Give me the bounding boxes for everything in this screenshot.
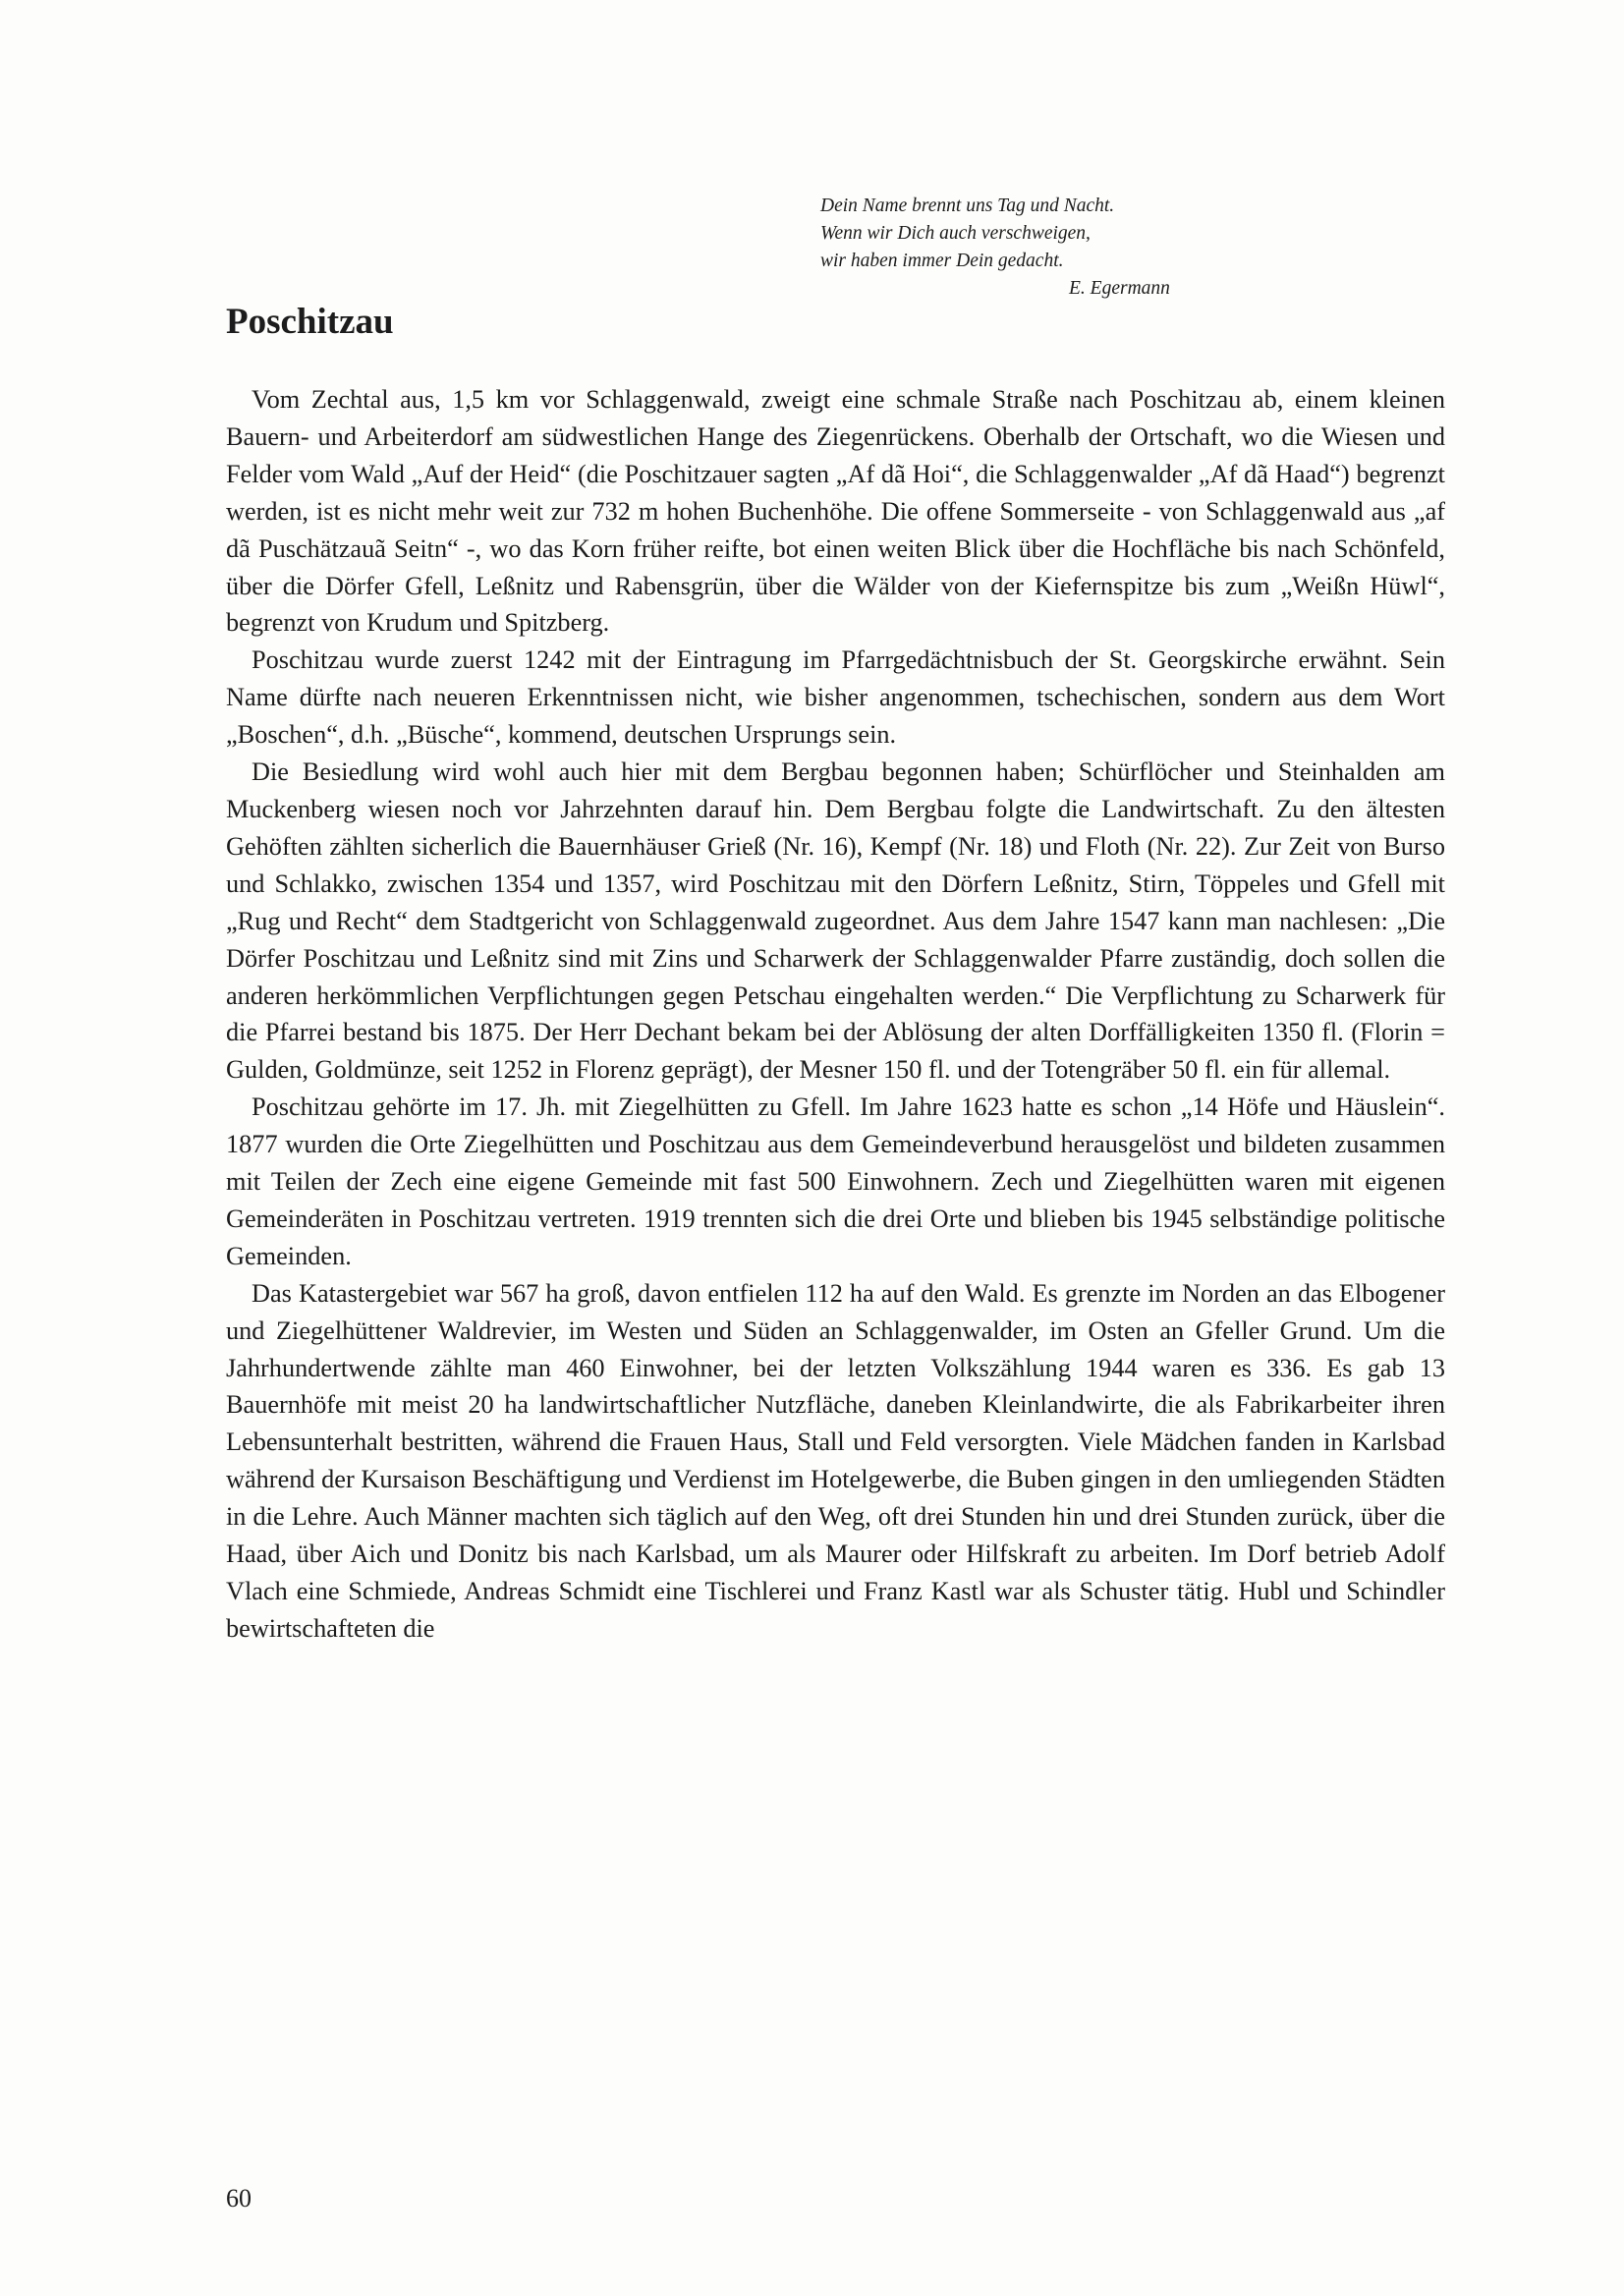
epigraph-line: Dein Name brennt uns Tag und Nacht. xyxy=(820,196,1115,216)
paragraph: Vom Zechtal aus, 1,5 km vor Schlaggenwald, zweigt eine schmale Straße nach Poschitzau ab, einem kleinen Bauern- und Arbeiterdorf am südwestlichen Hange des Ziegenrückens. Oberhalb der Ortschaft, wo die Wiesen und Felder vom Wald „Auf der Heid“ (die Poschitzauer sagten „Af dã Hoi“, die Schlaggenwalder „Af dã Haad“) begrenzt werden, ist es nicht mehr weit zur 732 m hohen Buchenhöhe. Die offene Sommerseite - von Schlaggenwald aus „af dã Puschätzauã Seitn“ -, wo das Korn früher reifte, bot einen weiten Blick über die Hochfläche bis nach Schönfeld, über die Dörfer Gfell, Leßnitz und Rabensgrün, über die Wälder von der Kiefernspitze bis zum „Weißn Hüwl“, begrenzt von Krudum und Spitzberg. xyxy=(226,385,1445,638)
epigraph-author: E. Egermann xyxy=(1069,278,1170,299)
paragraph: Die Besiedlung wird wohl auch hier mit dem Bergbau begonnen haben; Schürflöcher und Steinhalden am Muckenberg wiesen noch vor Jahrzehnten darauf hin. Dem Bergbau folgte die Landwirtschaft. Zu den ältesten Gehöften zählten sicherlich die Bauernhäuser Grieß (Nr. 16), Kempf (Nr. 18) und Floth (Nr. 22). Zur Zeit von Burso und Schlakko, zwischen 1354 und 1357, wird Poschitzau mit den Dörfern Leßnitz, Stirn, Töppeles und Gfell mit „Rug und Recht“ dem Stadtgericht von Schlaggenwald zugeordnet. Aus dem Jahre 1547 kann man nachlesen: „Die Dörfer Poschitzau und Leßnitz sind mit Zins und Scharwerk der Schlaggenwalder Pfarre zuständig, doch sollen die anderen herkömmlichen Verpflichtungen gegen Petschau eingehalten werden.“ Die Verpflichtung zu Scharwerk für die Pfarrei bestand bis 1875. Der Herr Dechant bekam bei der Ablösung der alten Dorffälligkeiten 1350 fl. (Florin = Gulden, Goldmünze, seit 1252 in Florenz geprägt), der Mesner 150 fl. und der Totengräber 50 fl. ein für allemal. xyxy=(226,757,1445,1085)
paragraph: Poschitzau wurde zuerst 1242 mit der Eintragung im Pfarrgedächtnisbuch der St. Georgskirche erwähnt. Sein Name dürfte nach neueren Erkenntnissen nicht, wie bisher angenommen, tschechischen, sondern aus dem Wort „Boschen“, d.h. „Büsche“, kommend, deutschen Ursprungs sein. xyxy=(226,645,1445,750)
paragraph: Poschitzau gehörte im 17. Jh. mit Ziegelhütten zu Gfell. Im Jahre 1623 hatte es schon „14 Höfe und Häuslein“. 1877 wurden die Orte Ziegelhütten und Poschitzau aus dem Gemeindeverbund herausgelöst und bildeten zusammen mit Teilen der Zech eine eigene Gemeinde mit fast 500 Einwohnern. Zech und Ziegelhütten waren mit eigenen Gemeinderäten in Poschitzau vertreten. 1919 trennten sich die drei Orte und blieben bis 1945 selbständige politische Gemeinden. xyxy=(226,1092,1445,1270)
page-number: 60 xyxy=(226,2184,252,2212)
page-title: Poschitzau xyxy=(226,302,394,342)
body-text xyxy=(226,381,1445,1648)
epigraph-line: Wenn wir Dich auch verschweigen, xyxy=(820,223,1091,244)
epigraph xyxy=(820,193,1371,303)
epigraph-line: wir haben immer Dein gedacht. xyxy=(820,251,1064,271)
paragraph: Das Katastergebiet war 567 ha groß, davon entfielen 112 ha auf den Wald. Es grenzte im Norden an das Elbogener und Ziegelhüttener Waldrevier, im Westen und Süden an Schlaggenwalder, im Osten an Gfeller Grund. Um die Jahrhundertwende zählte man 460 Einwohner, bei der letzten Volkszählung 1944 waren es 336. Es gab 13 Bauernhöfe mit meist 20 ha landwirtschaftlicher Nutzfläche, daneben Kleinlandwirte, die als Fabrikarbeiter ihren Lebensunterhalt bestritten, während die Frauen Haus, Stall und Feld versorgten. Viele Mädchen fanden in Karlsbad während der Kursaison Beschäftigung und Verdienst im Hotelgewerbe, die Buben gingen in den umliegenden Städten in die Lehre. Auch Männer machten sich täglich auf den Weg, oft drei Stunden hin und drei Stunden zurück, über die Haad, über Aich und Donitz bis nach Karlsbad, um als Maurer oder Hilfskraft zu arbeiten. Im Dorf betrieb Adolf Vlach eine Schmiede, Andreas Schmidt eine Tischlerei und Franz Kastl war als Schuster tätig. Hubl und Schindler bewirtschafteten die xyxy=(226,1278,1445,1643)
